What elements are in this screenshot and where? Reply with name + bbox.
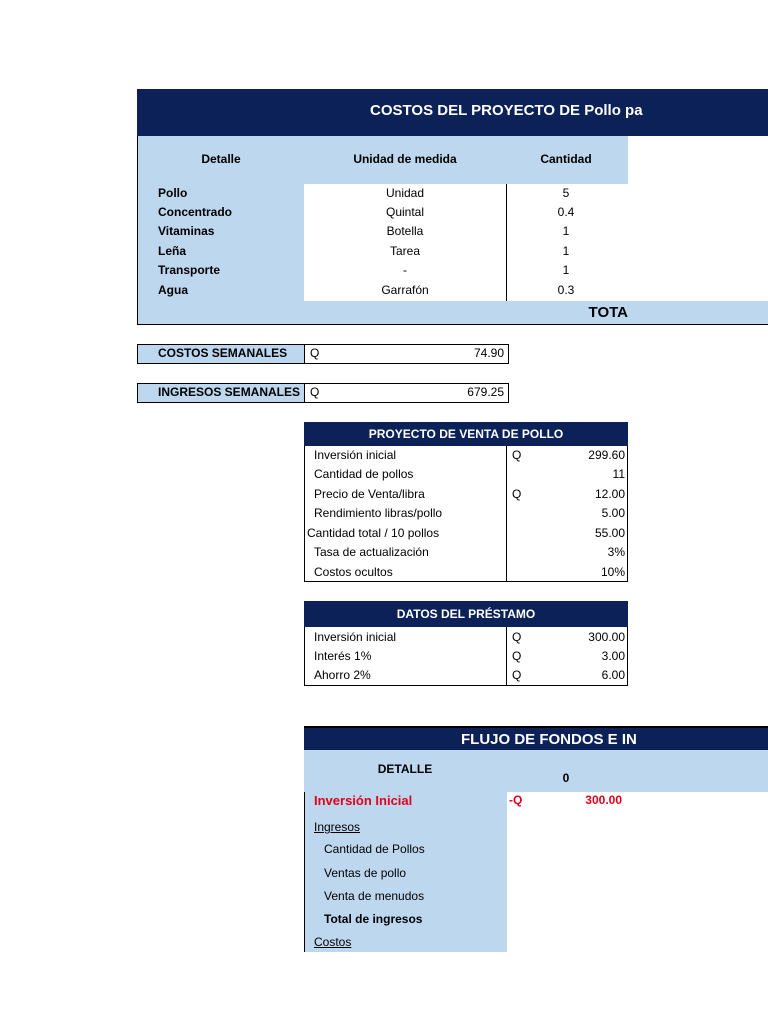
cashflow-investment-label: Inversión Inicial — [314, 793, 413, 808]
project-title: PROYECTO DE VENTA DE POLLO — [368, 427, 564, 441]
cost-detail-lena: Leña — [158, 244, 187, 258]
loan-label-ahorro: Ahorro 2% — [314, 668, 371, 682]
project-label-precio: Precio de Venta/libra — [314, 487, 425, 501]
cashflow-item-venta-menudos: Venta de menudos — [324, 889, 425, 903]
loan-currency-ahorro: Q — [512, 668, 522, 682]
weekly-income-value: 679.25 — [467, 385, 504, 399]
costs-title: COSTOS DEL PROYECTO DE Pollo pa — [370, 102, 643, 119]
project-label-rendimiento: Rendimiento libras/pollo — [314, 506, 443, 520]
weekly-costs-currency: Q — [310, 346, 320, 360]
cost-unit-lena: Tarea — [389, 244, 421, 258]
project-label-inversion: Inversión inicial — [314, 448, 397, 462]
project-label-tasa: Tasa de actualización — [314, 545, 429, 559]
project-value-rendimiento: 5.00 — [601, 506, 625, 520]
loan-label-interes: Interés 1% — [314, 649, 372, 663]
project-value-pollos: 11 — [612, 467, 625, 481]
header-unidad: Unidad de medida — [353, 152, 457, 166]
project-value-precio: 12.00 — [594, 487, 625, 501]
cashflow-investment-currency: -Q — [509, 793, 523, 807]
project-title-bar — [304, 422, 628, 446]
loan-value-ahorro: 6.00 — [601, 668, 625, 682]
project-currency-inversion: Q — [512, 448, 522, 462]
cashflow-item-ventas-pollo: Ventas de pollo — [324, 866, 407, 880]
cost-unit-pollo: Unidad — [385, 186, 425, 200]
project-label-costos-ocultos: Costos ocultos — [314, 565, 393, 579]
project-label-cantidad-total: Cantidad total / 10 pollos — [307, 526, 440, 540]
loan-value-inversion: 300.00 — [588, 630, 625, 644]
project-value-inversion: 299.60 — [588, 448, 625, 462]
project-divider — [506, 446, 507, 582]
cashflow-item-total-ingresos: Total de ingresos — [324, 912, 423, 926]
loan-title-bar — [304, 601, 628, 627]
cost-unit-concentrado: Quintal — [385, 205, 425, 219]
cost-qty-pollo: 5 — [562, 186, 570, 200]
cashflow-item-cantidad-pollos: Cantidad de Pollos — [324, 842, 425, 856]
costs-total-label: TOTA — [588, 304, 628, 321]
costs-title-bar — [137, 89, 768, 136]
cashflow-title: FLUJO DE FONDOS E IN — [461, 731, 637, 748]
cost-qty-concentrado: 0.4 — [557, 205, 575, 219]
costs-total-band — [138, 301, 768, 324]
loan-title: DATOS DEL PRÉSTAMO — [396, 607, 536, 621]
cashflow-period-0-header: 0 — [562, 771, 570, 785]
cost-qty-vitaminas: 1 — [562, 224, 570, 238]
cost-detail-concentrado: Concentrado — [158, 205, 233, 219]
project-value-cantidad-total: 55.00 — [594, 526, 625, 540]
weekly-costs-value: 74.90 — [473, 346, 504, 360]
cost-detail-transporte: Transporte — [158, 263, 221, 277]
loan-value-interes: 3.00 — [601, 649, 625, 663]
loan-currency-interes: Q — [512, 649, 522, 663]
project-value-tasa: 3% — [607, 545, 625, 559]
cost-qty-agua: 0.3 — [557, 283, 575, 297]
cost-qty-lena: 1 — [562, 244, 570, 258]
cashflow-title-bar — [304, 726, 768, 752]
project-currency-precio: Q — [512, 487, 522, 501]
cost-unit-transporte: - — [403, 263, 407, 277]
cashflow-item-ingresos: Ingresos — [314, 820, 361, 834]
cashflow-investment-value: 300.00 — [585, 793, 622, 807]
header-detalle: Detalle — [201, 152, 241, 166]
cost-unit-agua: Garrafón — [381, 283, 429, 297]
loan-currency-inversion: Q — [512, 630, 522, 644]
header-cantidad: Cantidad — [540, 152, 592, 166]
cost-unit-vitaminas: Botella — [386, 224, 424, 238]
weekly-costs-label: COSTOS SEMANALES — [158, 346, 288, 360]
cost-detail-vitaminas: Vitaminas — [158, 224, 215, 238]
project-label-pollos: Cantidad de pollos — [314, 467, 414, 481]
weekly-income-currency: Q — [310, 385, 320, 399]
cashflow-detail-header: DETALLE — [377, 762, 433, 776]
weekly-income-label: INGRESOS SEMANALES — [158, 385, 301, 399]
project-value-costos-ocultos: 10% — [600, 565, 625, 579]
cost-detail-pollo: Pollo — [158, 186, 188, 200]
cost-detail-agua: Agua — [158, 283, 188, 297]
cost-qty-transporte: 1 — [562, 263, 570, 277]
loan-label-inversion: Inversión inicial — [314, 630, 397, 644]
cashflow-item-costos: Costos — [314, 935, 352, 949]
loan-divider — [506, 627, 507, 686]
